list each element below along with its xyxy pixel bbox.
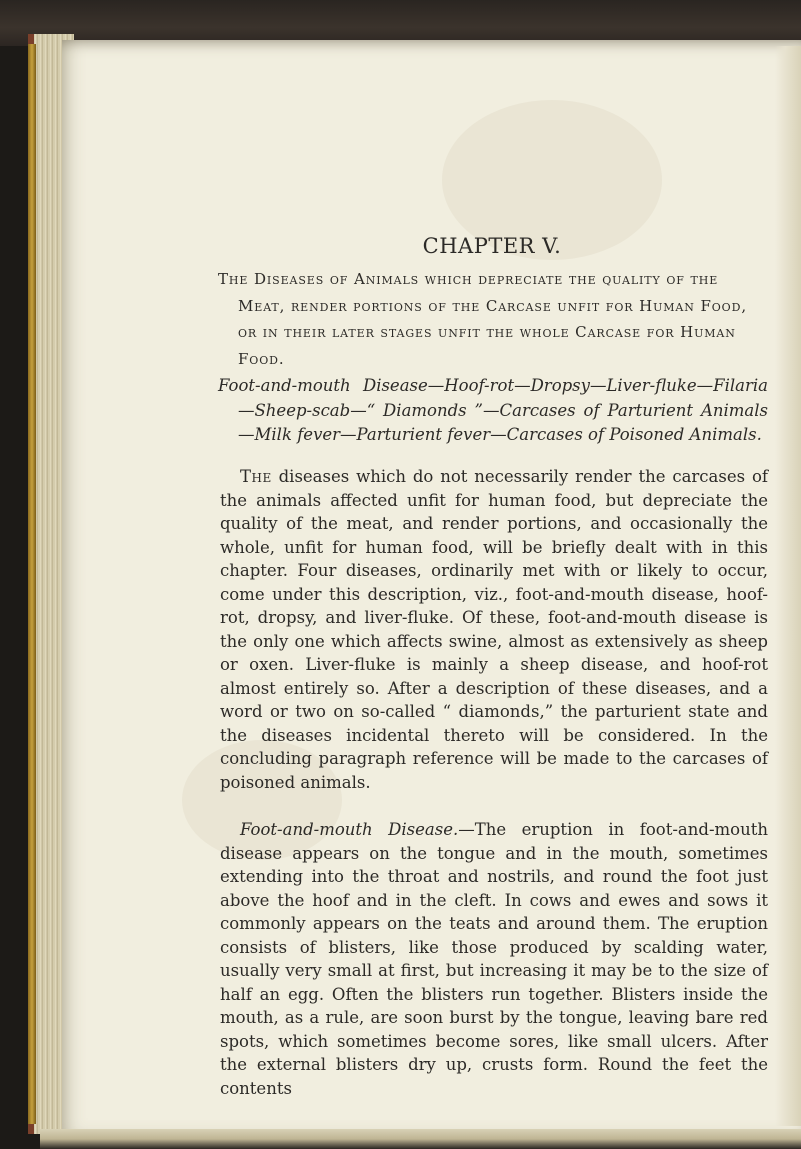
section-lead: Foot-and-mouth Disease.	[240, 820, 459, 839]
page-bottom-edge	[40, 1129, 801, 1149]
paragraph-lead: The	[240, 467, 272, 486]
chapter-title: CHAPTER V.	[422, 234, 562, 258]
paragraph-foot-and-mouth	[220, 818, 768, 1100]
gilt-edge	[28, 44, 36, 1124]
page-right-edge	[775, 46, 801, 1126]
paragraph-intro	[220, 465, 768, 794]
chapter-summary: Foot-and-mouth Disease—Hoof-rot—Dropsy—Liver-fluke—Filaria—Sheep-scab—“ Diamonds ”—Carcases of Parturient Animals—Milk fever—Parturient fever—Carcases of Poisoned Animals.	[218, 376, 768, 444]
paragraph-text: —The eruption in foot-and-mouth disease appears on the tongue and in the mouth, sometimes extending into the throat and nostrils, and round the foot just above the hoof and in the cleft. In cows and ewes and sows it commonly appears on the teats and around them. The eruption consists of blisters, like those produced by scalding water, usually very small at first, but increasing it may be to the size of half an egg. Often the blisters run together. Blisters inside the mouth, as a rule, are soon burst by the tongue, leaving bare red spots, which sometimes become sores, like small ulcers. After the external blisters dry up, crusts form. Round the feet the contents	[220, 820, 769, 1098]
paragraph-text: diseases which do not necessarily render the carcases of the animals affected unfit for human food, but depreciate the quality of the meat, and render portions, and occasionally the whole, unfit for human food, will be briefly dealt with in this chapter. Four diseases, ordinarily met with or likely to occur, come under this description, viz., foot-and-mouth disease, hoof-rot, dropsy, and liver-fluke. Of these, foot-and-mouth disease is the only one which affects swine, almost as extensively as sheep or oxen. Liver-fluke is mainly a sheep disease, and hoof-rot almost entirely so. After a description of these diseases, and a word or two on so-called “ diamonds,” the parturient state and the diseases incidental thereto will be considered. In the concluding paragraph reference will be made to the carcases of poisoned animals.	[220, 467, 768, 792]
chapter-heading: The Diseases of Animals which depreciate the quality of the Meat, render portions of the Carcase unfit for Human Food, or in their later stages unfit the whole Carcase for Human Food.	[218, 270, 747, 368]
